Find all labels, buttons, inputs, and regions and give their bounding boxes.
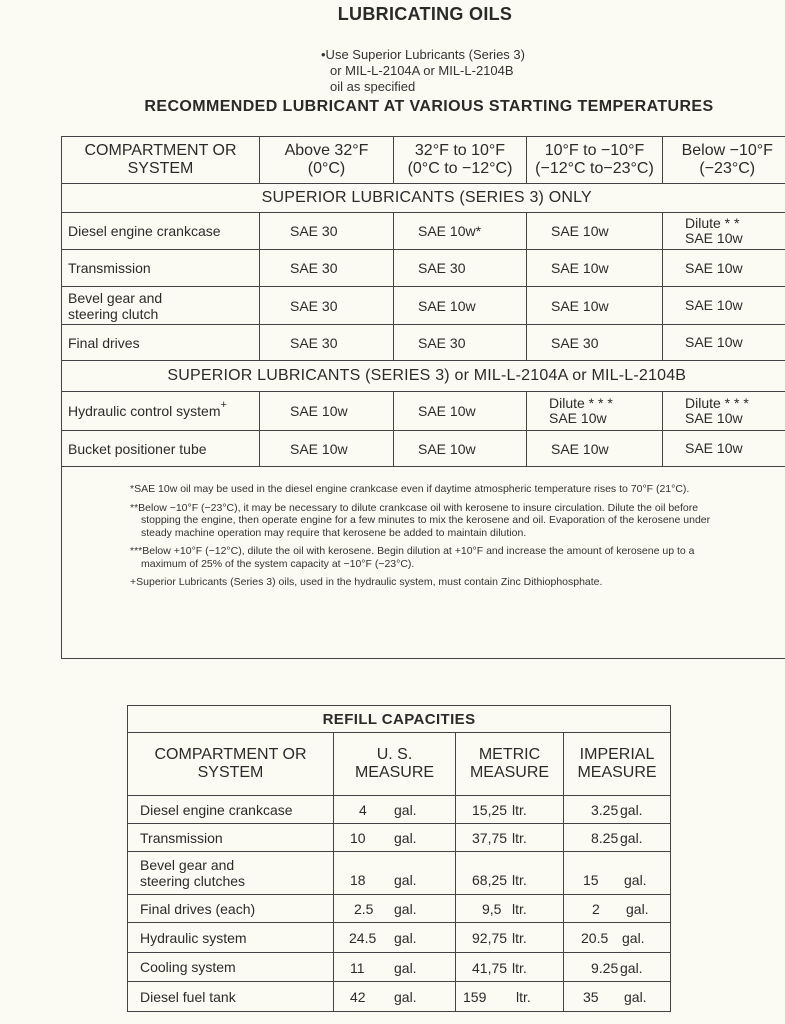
header-cell: 32°F to 10°F (0°C to −12°C)	[394, 137, 527, 184]
row-label: Bevel gear and steering clutch	[62, 287, 260, 325]
table-cell: 20.5 gal.	[564, 923, 671, 953]
table-row	[62, 392, 785, 431]
table-row	[128, 982, 671, 1012]
table-cell: 92,75 ltr.	[456, 923, 564, 953]
row-label: Bevel gear and steering clutches	[128, 852, 334, 895]
table-cell: SAE 30	[260, 213, 394, 250]
table-cell: SAE 10w	[394, 431, 527, 467]
table-cell: 8.25 gal.	[564, 824, 671, 852]
header-row	[128, 733, 671, 796]
row-label: Transmission	[128, 824, 334, 852]
spec-line: •Use Superior Lubricants (Series 3)	[321, 47, 525, 62]
table-cell: SAE 30	[260, 250, 394, 287]
spec-line: oil as specified	[330, 79, 416, 94]
table-cell: 35 gal.	[564, 982, 671, 1012]
table-cell: SAE 10w	[527, 287, 663, 325]
table-cell: SAE 30	[260, 325, 394, 361]
footnote: **Below −10°F (−23°C), it may be necessary to dilute crankcase oil with kerosene to insure circulation. Dilute the oil before stopping the engine, then operate engine for a few minutes to mix the kerosene and oil. Evaporation of the kerosene under steady machine operation may require that kerosene be added to maintain dilution.	[130, 501, 711, 539]
table-cell: SAE 10w	[663, 287, 785, 325]
spec-note	[321, 47, 525, 95]
table-cell: 3.25 gal.	[564, 796, 671, 824]
table-cell: SAE 30	[394, 325, 527, 361]
header-row	[62, 137, 785, 184]
table-row	[128, 923, 671, 953]
table-cell: SAE 10w	[394, 392, 527, 431]
row-label: Hydraulic system	[128, 923, 334, 953]
table-cell: 18 gal.	[334, 852, 456, 895]
table-cell: SAE 10w	[260, 392, 394, 431]
table-cell: 2.5 gal.	[334, 895, 456, 923]
header-cell: IMPERIAL MEASURE	[564, 733, 671, 796]
table-cell: 4 gal.	[334, 796, 456, 824]
table-cell: 15 gal.	[564, 852, 671, 895]
table-row	[128, 824, 671, 852]
table-row	[62, 325, 785, 361]
table-cell: SAE 10w	[527, 250, 663, 287]
page-title: LUBRICATING OILS	[337, 4, 513, 24]
header-cell: 10°F to −10°F (−12°C to−23°C)	[527, 137, 663, 184]
header-cell: COMPARTMENT OR SYSTEM	[62, 137, 260, 184]
section-heading: RECOMMENDED LUBRICANT AT VARIOUS STARTING TEMPERATURES	[144, 98, 714, 115]
table-row	[128, 953, 671, 982]
table-cell: Dilute * * SAE 10w	[663, 213, 785, 250]
table-row	[128, 796, 671, 824]
table-cell: 37,75 ltr.	[456, 824, 564, 852]
header-cell: U. S. MEASURE	[334, 733, 456, 796]
lubricant-table	[61, 136, 785, 467]
footnote: ***Below +10°F (−12°C), dilute the oil with kerosene. Begin dilution at +10°F and increase the amount of kerosene up to a maximum of 25% of the system capacity at −10°F (−23°C).	[130, 545, 695, 570]
header-cell: Above 32°F (0°C)	[260, 137, 394, 184]
table-cell: 24.5 gal.	[334, 923, 456, 953]
row-label: Diesel fuel tank	[128, 982, 334, 1012]
table-cell: SAE 10w*	[394, 213, 527, 250]
table-cell: 68,25 ltr.	[456, 852, 564, 895]
table-row	[128, 895, 671, 923]
footnote: +Superior Lubricants (Series 3) oils, used in the hydraulic system, must contain Zinc Dithiophosphate.	[130, 576, 603, 588]
table-row	[62, 250, 785, 287]
table-cell: SAE 10w	[663, 431, 785, 467]
table-cell: 10 gal.	[334, 824, 456, 852]
row-label: Final drives (each)	[128, 895, 334, 923]
table-cell: SAE 10w	[663, 250, 785, 287]
table-row	[62, 287, 785, 325]
table-cell: SAE 10w	[527, 431, 663, 467]
section-row: SUPERIOR LUBRICANTS (SERIES 3) or MIL-L-2104A or MIL-L-2104B	[62, 361, 785, 392]
header-cell: Below −10°F (−23°C)	[663, 137, 785, 184]
table-cell: 9,5 ltr.	[456, 895, 564, 923]
row-label: Final drives	[62, 325, 260, 361]
table-cell: SAE 30	[260, 287, 394, 325]
table-cell: 41,75 ltr.	[456, 953, 564, 982]
row-label: Hydraulic control system+	[62, 392, 260, 431]
header-cell: COMPARTMENT OR SYSTEM	[128, 733, 334, 796]
table-row	[128, 852, 671, 895]
table-cell: 159 ltr.	[456, 982, 564, 1012]
row-label: Diesel engine crankcase	[62, 213, 260, 250]
header-cell: METRIC MEASURE	[456, 733, 564, 796]
refill-capacities-table	[127, 705, 671, 1012]
row-label: Cooling system	[128, 953, 334, 982]
row-label: Diesel engine crankcase	[128, 796, 334, 824]
table-cell: Dilute * * * SAE 10w	[663, 392, 785, 431]
table-cell: 42 gal.	[334, 982, 456, 1012]
table-cell: SAE 10w	[394, 287, 527, 325]
table-row	[62, 213, 785, 250]
table-cell: 11 gal.	[334, 953, 456, 982]
row-label: Bucket positioner tube	[62, 431, 260, 467]
row-label: Transmission	[62, 250, 260, 287]
spec-line: or MIL-L-2104A or MIL-L-2104B	[330, 63, 514, 78]
table-cell: SAE 30	[527, 325, 663, 361]
table-cell: SAE 10w	[260, 431, 394, 467]
table-cell: 15,25 ltr.	[456, 796, 564, 824]
table-cell: Dilute * * * SAE 10w	[527, 392, 663, 431]
table-cell: SAE 10w	[527, 213, 663, 250]
table-row	[62, 431, 785, 467]
section-row: SUPERIOR LUBRICANTS (SERIES 3) ONLY	[62, 184, 785, 213]
footnotes	[130, 483, 730, 595]
refill-title: REFILL CAPACITIES	[128, 706, 671, 733]
table-cell: 9.25 gal.	[564, 953, 671, 982]
table-cell: SAE 10w	[663, 325, 785, 361]
table-cell: SAE 30	[394, 250, 527, 287]
footnote-mark: +	[220, 399, 227, 411]
table-cell: 2 gal.	[564, 895, 671, 923]
footnote: *SAE 10w oil may be used in the diesel engine crankcase even if daytime atmospheric temperature rises to 70°F (21°C).	[130, 483, 690, 495]
